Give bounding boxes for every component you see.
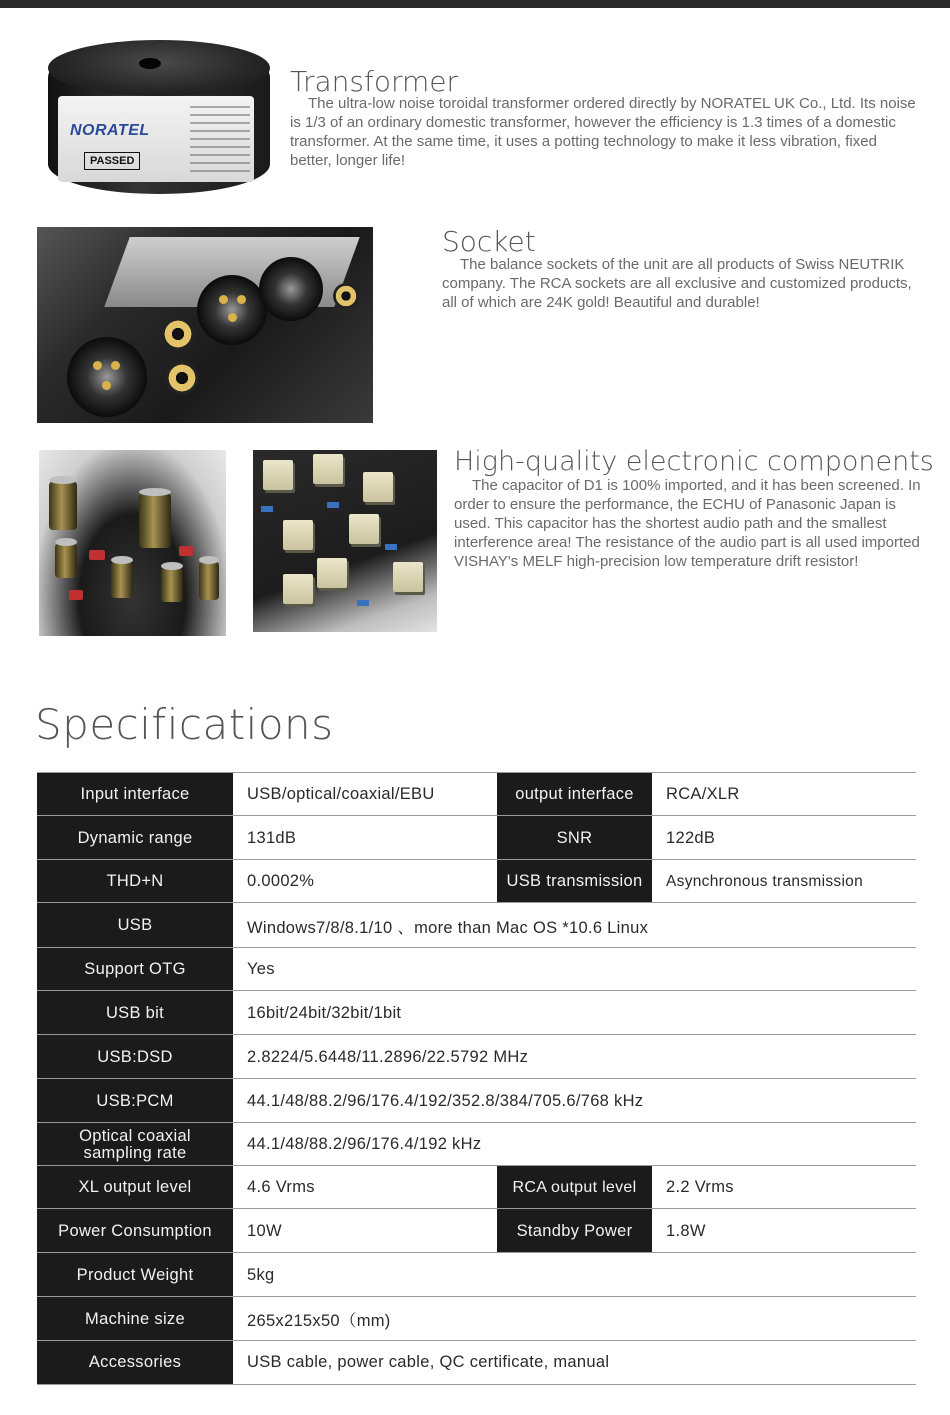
capacitors-image [39, 450, 226, 636]
transformer-title: Transformer [290, 65, 459, 98]
spec-value: Yes [247, 960, 275, 978]
components-title: High-quality electronic components [454, 446, 934, 477]
spec-label: USB transmission [497, 860, 652, 903]
spec-label: Support OTG [37, 948, 233, 991]
table-row [37, 902, 916, 948]
components-image [253, 450, 437, 632]
spec-label: Dynamic range [37, 816, 233, 860]
transformer-text: The ultra-low noise toroidal transformer ordered directly by NORATEL UK Co., Ltd. Its noise is 1/3 of an ordinary domestic transformer, however the efficiency is 1.3 times of a domestic transformer. At the same time, it uses a potting technology to make it less vibration, fixed better, longer life! [290, 95, 916, 169]
spec-label: THD+N [37, 860, 233, 903]
socket-title: Socket [442, 225, 536, 258]
components-text: The capacitor of D1 is 100% imported, and it has been screened. In order to ensure the performance, the ECHU of Panasonic Japan is used. This capacitor has the shortest audio path and the smallest interference area! The resistance of the audio part is all used imported VISHAY's MELF high-precision low temperature drift resistor! [454, 477, 921, 570]
table-row [37, 990, 916, 1035]
table-row [37, 1078, 916, 1123]
spec-value: 131dB [247, 828, 297, 847]
table-row [37, 947, 916, 991]
spec-value: 44.1/48/88.2/96/176.4/192/352.8/384/705.6/768 kHz [247, 1091, 644, 1110]
spec-value: USB/optical/coaxial/EBU [247, 785, 435, 803]
socket-image [37, 227, 373, 423]
top-bar [0, 0, 950, 8]
spec-value: 2.8224/5.6448/11.2896/22.5792 MHz [247, 1047, 529, 1066]
passed-stamp: PASSED [84, 152, 140, 170]
spec-label: XL output level [37, 1166, 233, 1209]
spec-value: 44.1/48/88.2/96/176.4/192 kHz [247, 1135, 482, 1153]
spec-value: 16bit/24bit/32bit/1bit [247, 1003, 402, 1022]
transformer-image [40, 34, 280, 209]
table-row [37, 1296, 916, 1341]
spec-label: Standby Power [497, 1209, 652, 1253]
spec-label: output interface [497, 773, 652, 816]
table-row [37, 1165, 916, 1209]
table-row [37, 1252, 916, 1297]
spec-label: USB [37, 903, 233, 948]
spec-value: 0.0002% [247, 872, 315, 890]
spec-label: Power Consumption [37, 1209, 233, 1253]
spec-value: 10W [247, 1221, 282, 1240]
table-row [37, 1034, 916, 1079]
table-row [37, 1340, 916, 1385]
socket-text: The balance sockets of the unit are all products of Swiss NEUTRIK company. The RCA sockets are all exclusive and customized products, all of which are 24K gold! Beautiful and durable! [442, 256, 912, 311]
spec-value: 5kg [247, 1265, 275, 1284]
spec-value: 2.2 Vrms [666, 1178, 734, 1196]
table-row [37, 815, 916, 860]
spec-label: Accessories [37, 1341, 233, 1384]
spec-value: USB cable, power cable, QC certificate, manual [247, 1353, 610, 1371]
spec-value: RCA/XLR [666, 785, 740, 803]
spec-label: USB:DSD [37, 1035, 233, 1079]
noratel-logo: NORATEL [70, 122, 150, 139]
spec-value: 1.8W [666, 1221, 706, 1240]
spec-label: USB:PCM [37, 1079, 233, 1123]
spec-value: Windows7/8/8.1/10 、more than Mac OS *10.6 Linux [247, 918, 649, 937]
spec-label: RCA output level [497, 1166, 652, 1209]
spec-value: 4.6 Vrms [247, 1178, 315, 1196]
spec-label: USB bit [37, 991, 233, 1035]
spec-label: Machine size [37, 1297, 233, 1341]
spec-label: Product Weight [37, 1253, 233, 1297]
spec-label: Optical coaxial sampling rate [37, 1123, 233, 1166]
spec-label: SNR [497, 816, 652, 860]
table-row [37, 1122, 916, 1166]
spec-label: Input interface [37, 773, 233, 816]
table-row [37, 772, 916, 816]
spec-value: 265x215x50（mm) [247, 1312, 391, 1330]
table-row [37, 859, 916, 903]
specifications-title: Specifications [35, 700, 334, 749]
spec-value: 122dB [666, 828, 716, 847]
table-row [37, 1208, 916, 1253]
spec-value: Asynchronous transmission [666, 872, 864, 890]
